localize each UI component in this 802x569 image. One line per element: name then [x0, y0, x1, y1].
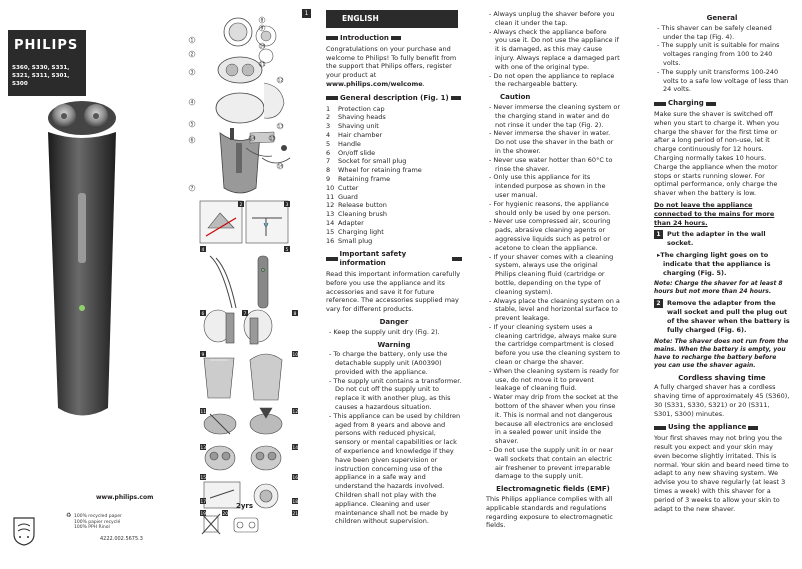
general-heading: General: [706, 14, 738, 22]
fig-label: 4: [190, 100, 194, 106]
fig-label: 15: [200, 475, 207, 481]
list-item: - Always place the cleaning system on a stable, level and horizontal surface to prevent leakage.: [489, 296, 620, 323]
cover-panel: [8, 8, 158, 563]
fig-label: 13: [277, 124, 284, 130]
fig-label: 8: [293, 311, 297, 317]
section-heading: General description (Fig. 1): [326, 94, 462, 103]
list-item: 10 Cutter: [326, 183, 359, 192]
fig-label: 7: [243, 311, 247, 317]
section-heading: Using the appliance: [654, 423, 790, 432]
section-heading: Introduction: [326, 34, 462, 43]
recycle-icon: ♻: [66, 512, 72, 519]
fig-label: 3: [190, 70, 194, 76]
language-header: ENGLISH: [326, 10, 458, 28]
fig-label: 6: [201, 311, 205, 317]
fig-label: 14: [249, 136, 256, 142]
emf-heading: Electromagnetic fields (EMF): [496, 485, 610, 494]
list-item: - Never immerse the cleaning system or the charging stand in water and do not rinse it under the tap (Fig. 2).: [489, 102, 621, 129]
fig-label: 2: [190, 52, 194, 58]
caution-heading: Caution: [500, 93, 531, 102]
website-url: www.philips.com: [96, 494, 154, 501]
fig-label: 4: [201, 247, 205, 253]
figure-1-exploded-view: [189, 17, 290, 193]
list-item: - For hygienic reasons, the appliance should only be used by one person.: [489, 199, 611, 217]
fig-label: 20: [222, 511, 229, 517]
fig-label: 10: [292, 352, 299, 358]
list-item: 8 Wheel for retaining frame: [326, 166, 422, 175]
model-list: S360, S330, S331, S321, S311, S301, S300: [12, 65, 70, 87]
figure-grid: [200, 201, 288, 534]
fig-label: 14: [292, 445, 299, 451]
brand-bar: [8, 30, 86, 96]
welcome-link[interactable]: www.philips.com/welcome: [326, 79, 423, 88]
fig-label: 5: [190, 122, 194, 128]
fig-label: 9: [201, 352, 205, 358]
list-item: - Never immerse the shaver in water. Do not use the shaver in the bath or in the shower.: [489, 129, 614, 155]
fig-label: 2: [239, 202, 243, 208]
fig-label: 11: [259, 62, 266, 68]
fig-label: 9: [260, 26, 264, 32]
list-item: 3 Shaving unit: [326, 122, 379, 131]
list-item: - Always check the appliance before you use it. Do not use the appliance if it is damaged, as this may cause injury. Always replace a damaged part with one of the original type.: [489, 27, 620, 71]
list-item: - This shaver can be safely cleaned under the tap (Fig. 4).: [657, 23, 772, 41]
list-item: - Never use compressed air, scouring pads, abrasive cleaning agents or aggressive liquids such as petrol or acetone to clean the appliance.: [489, 217, 611, 252]
fig-label: 8: [260, 18, 264, 24]
text-column-3: [654, 10, 790, 515]
warning-heading: Warning: [377, 340, 411, 349]
list-item: 16 Small plug: [326, 236, 373, 245]
fig-label: 21: [292, 511, 299, 517]
list-item: 6 On/off slide: [326, 148, 376, 157]
fig-label: 3: [285, 202, 289, 208]
list-item: 9 Retaining frame: [326, 174, 391, 183]
fig-label: 19: [200, 511, 207, 517]
fig-label: 6: [190, 138, 194, 144]
fig-label: 5: [285, 247, 289, 253]
fig-label: 12: [277, 78, 284, 84]
document-code: 4222.002.5675.3: [100, 536, 143, 542]
illustration-panel: [180, 8, 305, 563]
list-item: - If your cleaning system uses a cleaning cartridge, always make sure the cartridge compartment is closed before you use the cleaning system to clean or charge the shaver.: [489, 322, 620, 367]
list-item: 15 Charging light: [326, 227, 384, 236]
list-item: 5 Handle: [326, 139, 361, 148]
list-item: - Keep the supply unit dry (Fig. 2).: [329, 327, 440, 336]
cordless-paragraph: A fully charged shaver has a cordless shaving time of approximately 45 (S360), 30 (S331, S330, S321) or 20 (S311, S301, S300) minutes.: [654, 383, 790, 418]
fig-label: 11: [200, 409, 207, 415]
list-item: - Always unplug the shaver before you clean it under the tap.: [489, 10, 615, 27]
note-1: Note: Charge the shaver for at least 8 hours but not more than 24 hours.: [654, 280, 783, 296]
fig-label: 16: [292, 475, 299, 481]
list-item: - Do not open the appliance to replace the rechargeable battery.: [489, 71, 615, 89]
list-item: - Never use water hotter than 60°C to rinse the shaver.: [489, 155, 613, 173]
fig-label: 17: [200, 499, 207, 505]
list-item: 1 Protection cap: [326, 104, 385, 113]
list-item: 4 Hair chamber: [326, 130, 383, 139]
list-item: - Only use this appliance for its intended purpose as shown in the user manual.: [489, 173, 606, 199]
list-item: - This appliance can be used by children aged from 8 years and above and persons with reduced physical, sensory or mental capabilities or lack of experience and knowledge if they have been given supervision or instruction concerning use of the appliance in a safe way and understand the hazards involved. Children shall not play with the appliance. Cleaning and user maintenance shall not be made by children without supervision.: [329, 411, 461, 526]
recycle-info: ♻ 100% recycled paper 100% papier recyclé 100% PPH Rinol: [66, 512, 122, 530]
note-2: Note: The shaver does not run from the mains. When the battery is empty, you have to recharge the battery before you can use the shaver again.: [654, 337, 789, 369]
list-item: - Water may drip from the socket at the bottom of the shaver when you rinse it. This is normal and not dangerous because all electronics are enclosed in a sealed power unit inside the shaver.: [489, 393, 619, 446]
section-heading: Charging: [654, 99, 790, 108]
emf-paragraph: This Philips appliance complies with all applicable standards and regulations regarding exposure to electromagnetic fields.: [486, 495, 613, 530]
list-item: - When the cleaning system is ready for use, do not move it to prevent leakage of cleaning fluid.: [489, 366, 619, 393]
guarantee-years: 2yrs: [236, 502, 254, 510]
charging-paragraph: Make sure the shaver is switched off when you start to charge it. When you charge the shaver for the first time or after a long period of non-use, let it charge continuously for 12 hours. Charging normally takes 10 hours. Charge the appliance when the motor stops or starts running slower. For optimal performance, only charge the shaver when the battery is low.: [654, 109, 780, 198]
list-item: 12 Release button: [326, 201, 387, 210]
list-item: 7 Socket for small plug: [326, 157, 407, 166]
parts-list: [326, 105, 462, 246]
list-item: - Do not use the supply unit in or near wall sockets that contain an electric air freshener to prevent irreparable damage to the supply unit.: [489, 446, 614, 481]
text-column-1: [326, 10, 462, 526]
step-2: 2 Remove the adapter from the wall socket and pull the plug out of the shaver when the battery is fully charged (Fig. 6).: [654, 299, 790, 334]
list-item: 11 Guard: [326, 192, 358, 201]
philips-shield-icon: [12, 516, 36, 546]
text-column-2: [486, 10, 620, 532]
fig-label: 15: [269, 136, 276, 142]
page-number: 1: [302, 9, 311, 18]
safety-paragraph: Read this important information carefully before you use the appliance and its accessories and save it for future reference. The accessories supplied may vary for different products.: [326, 269, 461, 314]
fig-label: 12: [292, 409, 299, 415]
using-paragraph: Your first shaves may not bring you the result you expect and your skin may even become slightly irritated. This is normal. Your skin and beard need time to adapt to any new shaving system. We advise you to shave regularly (at least 3 times a week) with this shaver for a period of 3 weeks to allow your skin to adapt to the new shaver.: [654, 434, 789, 513]
step-1-result: ▸The charging light goes on to indicate that the appliance is charging (Fig. 5).: [657, 250, 771, 277]
list-item: - If your shaver comes with a cleaning system, always use the original Philips cleaning fluid (cartridge or bottle, depending on the type of cleaning system).: [489, 252, 614, 296]
fig-label: 16: [277, 164, 284, 170]
mains-warning: Do not leave the appliance connected to the mains for more than 24 hours.: [654, 200, 775, 227]
fig-label: 10: [259, 44, 266, 50]
list-item: 13 Cleaning brush: [326, 210, 387, 219]
list-item: 14 Adapter: [326, 218, 364, 227]
intro-paragraph: Congratulations on your purchase and welcome to Philips! To fully benefit from the support that Philips offers, register your product at www.philips.com/welcome.: [326, 44, 457, 88]
list-item: - The supply unit is suitable for mains voltages ranging from 100 to 240 volts.: [657, 41, 780, 67]
danger-heading: Danger: [379, 317, 409, 326]
brand-logo: PHILIPS: [14, 38, 79, 53]
cordless-heading: Cordless shaving time: [678, 373, 766, 382]
fig-label: 18: [292, 499, 299, 505]
list-item: - The supply unit transforms 100-240 volts to a safe low voltage of less than 24 volts.: [657, 67, 789, 94]
list-item: - The supply unit contains a transformer. Do not cut off the supply unit to replace it with another plug, as this causes a hazardous situation.: [329, 376, 462, 412]
fig-label: 1: [190, 38, 194, 44]
step-1: 1 Put the adapter in the wall socket.: [654, 230, 790, 248]
section-heading: Important safety information: [326, 250, 462, 268]
shaver-photo: [34, 98, 134, 428]
fig-label: 13: [200, 445, 207, 451]
list-item: - To charge the battery, only use the detachable supply unit (A00390) provided with the appliance.: [329, 350, 448, 376]
fig-label: 7: [190, 186, 194, 192]
list-item: 2 Shaving heads: [326, 113, 386, 122]
